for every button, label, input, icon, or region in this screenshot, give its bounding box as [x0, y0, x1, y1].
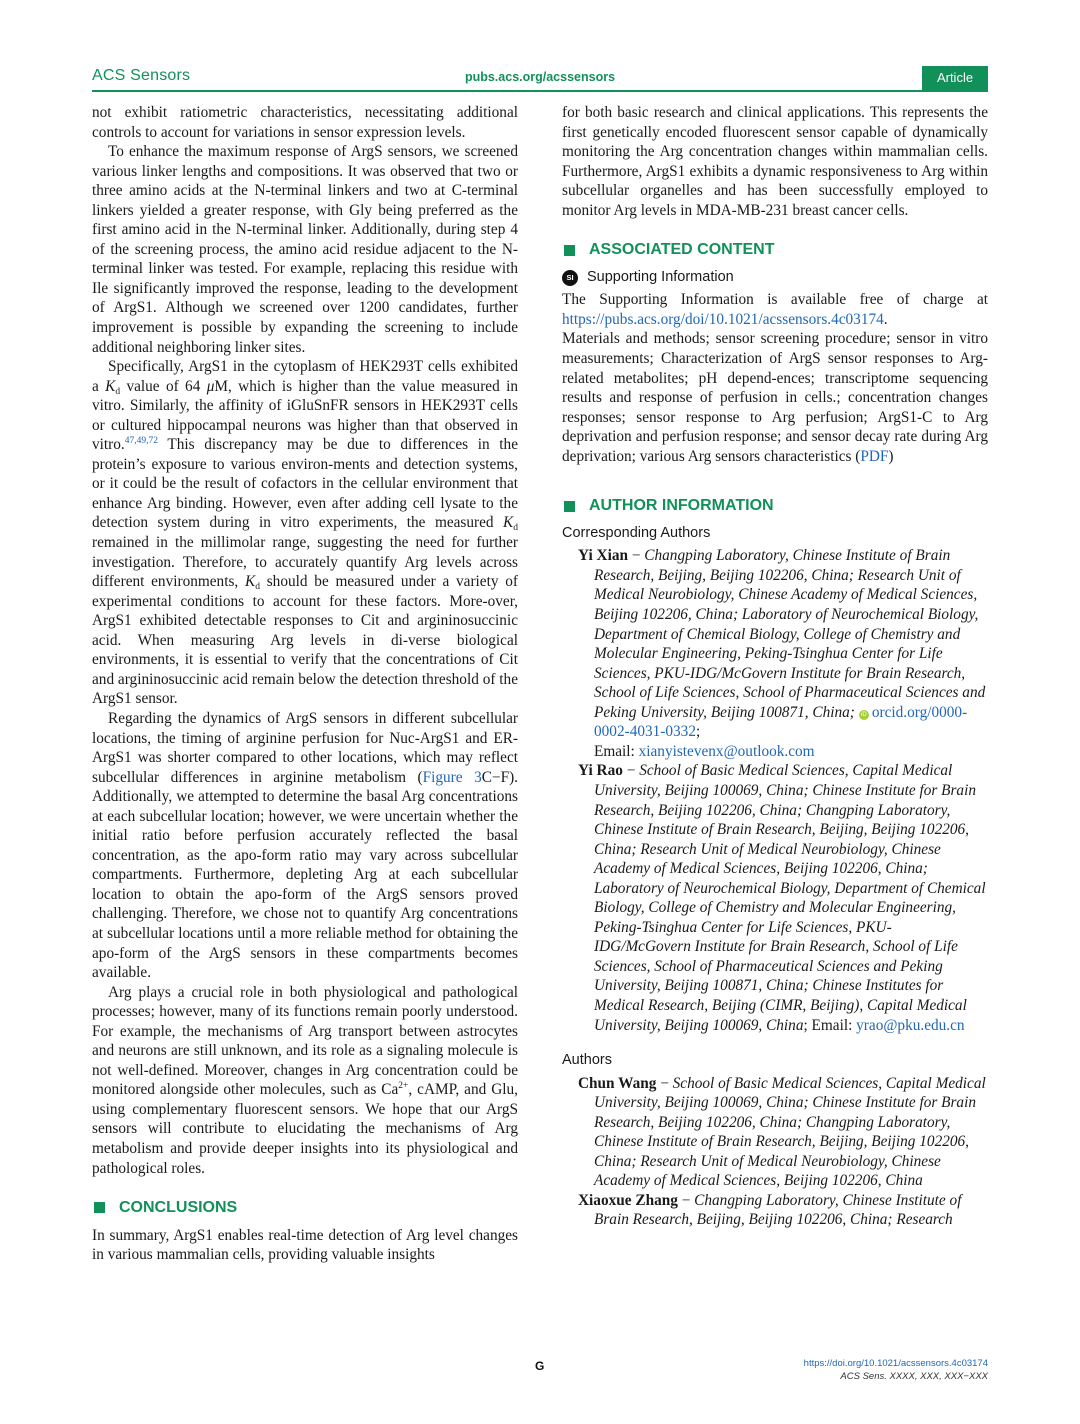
- author-entry: Chun Wang − School of Basic Medical Sciences, Capital Medical University, Beijing 100069, China; Chinese Institute for Brain Research, Beijing 102206, China; Changping Laboratory, Chinese Institute of Brain Research, Beijing, Beijing 102206, China; Research Unit of Medical Neurobiology, Chinese Academy of Medical Sciences, Beijing 102206, China: [578, 1074, 986, 1190]
- email-link[interactable]: xianyistevenx@outlook.com: [638, 742, 815, 760]
- section-square-icon: [564, 501, 575, 512]
- email-link[interactable]: yrao@pku.edu.cn: [856, 1016, 965, 1034]
- pdf-link[interactable]: PDF: [860, 447, 889, 465]
- paragraph: The Supporting Information is available free of charge at https://pubs.acs.org/doi/10.1021/acssensors.4c03174.: [562, 291, 988, 328]
- paragraph: Arg plays a crucial role in both physiological and pathological processes; however, many of its functions remain poorly understood. For example, the mechanisms of Arg transport between astrocytes and neurons are still unknown, and its role as a signaling molecule is not well-defined. Moreover, changes in Arg concentration could be monitored alongside other molecules, such as $Ca^{2+}$, cAMP, and Glu, using complementary fluorescent sensors. We hope that our ArgS sensors will contribute to elucidating the mechanisms of Arg metabolism and provide deeper insights into its physiological and pathological roles.: [92, 983, 518, 1177]
- article-type-badge: Article: [922, 66, 988, 90]
- paragraph: To enhance the maximum response of ArgS sensors, we screened various linker lengths and compositions. It was observed that two or three amino acids at the N-terminal linkers and two at C-terminal linkers yielded a greater response, with Gly being preferred as the first amino acid in the N-terminal linker. Additionally, during step 4 of the screening process, the amino acid residue adjacent to the N-terminal linker was tested. For example, replacing this residue with Ile significantly improved the response, leading to the development of ArgS1. Although we screened over 1200 candidates, further improvement is possible by expanding the screening to include additional neighboring linker sites.: [92, 143, 518, 356]
- left-column: [92, 103, 518, 1265]
- section-square-icon: [564, 245, 575, 256]
- page-number: G: [535, 1359, 545, 1373]
- authors-heading: Authors: [562, 1052, 612, 1069]
- citation-line: ACS Sens. XXXX, XXX, XXX−XXX: [840, 1371, 988, 1382]
- journal-url[interactable]: pubs.acs.org/acssensors: [464, 70, 616, 84]
- paragraph: for both basic research and clinical applications. This represents the first genetically encoded fluorescent sensor capable of dynamically monitoring the Arg concentration changes within mammalian cells. Furthermore, ArgS1 exhibits a dynamic responsiveness to Arg within subcellular organelles and has been successfully employed to monitor Arg levels in MDA-MB-231 breast cancer cells.: [562, 104, 988, 219]
- journal-name[interactable]: ACS Sensors: [92, 67, 191, 84]
- section-heading-conclusions: CONCLUSIONS: [92, 1198, 518, 1218]
- supporting-info-icon: SI: [562, 270, 578, 286]
- supporting-info-list: Materials and methods; sensor screening procedure; sensor in vitro measurements; Characterization of ArgS sensor responses to Arg-related metabolites; pH depend-ences; transcriptome sequencing results and response of perfusion in cells.; concentration changes responses; sensor response to Arg perfusion; ArgS1-C to Arg deprivation and perfusion response; and sensor decay rate during Arg deprivation; various Arg sensors characteristics (PDF): [562, 330, 988, 465]
- paragraph: In summary, ArgS1 enables real-time detection of Arg level changes in various mammalian cells, providing valuable insights: [92, 1226, 518, 1264]
- orcid-link[interactable]: orcid.org/0000-0002-4031-0332: [594, 703, 968, 741]
- corresponding-authors-heading: Corresponding Authors: [562, 524, 711, 541]
- author-entry: Yi Rao − School of Basic Medical Sciences, Capital Medical University, Beijing 100069, China; Chinese Institute for Brain Research, Beijing 102206, China; Changping Laboratory, Chinese Institute of Brain Research, Beijing, Beijing 102206, China; Research Unit of Medical Neurobiology, Chinese Academy of Medical Sciences, Beijing 102206, China; Laboratory of Neurochemical Biology, Department of Chemical Biology, College of Chemistry and Molecular Engineering, Peking-Tsinghua Center for Life Sciences, PKU-IDG/McGovern Institute for Brain Research, School of Life Sciences, School of Pharmaceutical Sciences and Peking University, Beijing 100871, China; Chinese Institutes for Medical Research, Beijing (CIMR, Beijing), Capital Medical University, Beijing 100069, China; Email: yrao@pku.edu.cn: [578, 762, 986, 1034]
- orcid-icon: iD: [859, 710, 869, 720]
- right-column: [562, 103, 988, 1230]
- paragraph: not exhibit ratiometric characteristics, necessitating additional controls to account for variations in sensor expression levels.: [92, 104, 518, 141]
- figure-link[interactable]: Figure 3: [422, 768, 482, 786]
- paragraph: Specifically, ArgS1 in the cytoplasm of HEK293T cells exhibited a $K_d$ value of 64 μM, which is higher than the value measured in vitro. Similarly, the affinity of iGluSnFR sensors in HEK293T cells or cultured hippocampal neurons was higher than that observed in vitro.$^{47,49,72}$ This discrepancy may be due to differences in the protein’s exposure to various environ-ments and detection systems, or it could be the result of cofactors in the cellular environment that enhance Arg binding. However, even after adding cell lysate to the detection system during in vitro experiments, the measured $K_d$ remained in the millimolar range, suggesting the need for further investigation. Therefore, to accurately quantify Arg levels across different environments, $K_d$ should be measured under a variety of experimental conditions to account for these factors. More-over, ArgS1 exhibited detectable responses to Cit and argininosuccinic acid. When measuring Arg levels in di-verse biological environments, it is essential to verify that the concentrations of Cit and argininosuccinic acid remain below the detection threshold of the ArgS1 sensor.: [92, 358, 519, 708]
- section-heading-associated-content: ASSOCIATED CONTENT: [562, 240, 988, 260]
- section-heading-author-information: AUTHOR INFORMATION: [562, 496, 988, 516]
- running-header: [92, 64, 988, 92]
- section-square-icon: [94, 1202, 105, 1213]
- supporting-info-heading: SI Supporting Information: [562, 268, 988, 288]
- citation-link[interactable]: 47,49,72: [124, 436, 158, 447]
- author-entry: Xiaoxue Zhang − Changping Laboratory, Chinese Institute of Brain Research, Beijing, Beijing 102206, China; Research: [578, 1191, 962, 1229]
- paragraph: Regarding the dynamics of ArgS sensors in different subcellular locations, the timing of arginine perfusion for Nuc-ArgS1 and ER-ArgS1 was shorter compared to other locations, which may reflect subcellular differences in arginine metabolism (Figure 3C−F). Additionally, we attempted to determine the basal Arg concentrations at each subcellular location; however, we were uncertain whether the initial ratio before perfusion accurately reflected the basal concentration, as the apo-form ratio may vary across subcellular compartments. Furthermore, depleting Arg at each subcellular location to obtain the apo-form of the ArgS sensors proved challenging. Therefore, we chose not to quantify Arg concentrations at subcellular locations until a more reliable method for obtaining the apo-form of the ArgS sensors in these compartments becomes available.: [92, 709, 518, 982]
- author-entry: Yi Xian − Changping Laboratory, Chinese Institute of Brain Research, Beijing, Beijing 102206, China; Research Unit of Medical Neurobiology, Chinese Academy of Medical Sciences, Beijing 102206, China; Laboratory of Neurochemical Biology, Department of Chemical Biology, College of Chemistry and Molecular Engineering, Peking-Tsinghua Center for Life Sciences, PKU-IDG/McGovern Institute for Brain Research, School of Life Sciences, School of Pharmaceutical Sciences and Peking University, Beijing 100871, China; iD orcid.org/0000-0002-4031-0332; Email: xianyistevenx@outlook.com: [578, 547, 986, 760]
- supporting-info-link[interactable]: https://pubs.acs.org/doi/10.1021/acssensors.4c03174: [562, 310, 884, 328]
- doi-link[interactable]: https://doi.org/10.1021/acssensors.4c03174: [803, 1358, 988, 1369]
